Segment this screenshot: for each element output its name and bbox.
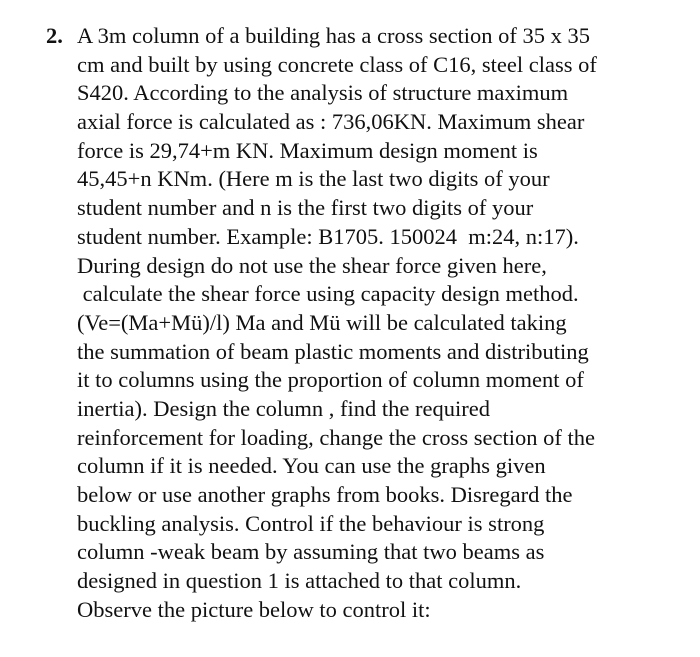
text-line: it to columns using the proportion of column moment of [77,367,584,393]
text-line: the summation of beam plastic moments and distributing [77,338,589,364]
text-line: S420. According to the analysis of structure maximum [77,80,569,106]
text-line: reinforcement for loading, change the cross section of the [77,424,595,450]
text-line: A 3m column of a building has a cross section of 35 x 35 [77,23,591,48]
text-line: calculate the shear force using capacity design method. [77,281,579,307]
text-line: column if it is needed. You can use the graphs given [77,453,546,479]
text-line: force is 29,74+m KN. Maximum design moment is [77,137,538,163]
text-line: student number. Example: B1705. 150024 m:24, n:17). [77,223,579,249]
text-line: (Ve=(Ma+Mü)/l) Ma and Mü will be calculated taking [77,309,567,335]
text-line: During design do not use the shear force given here, [77,252,547,278]
text-line: cm and built by using concrete class of C16, steel class of [77,51,597,77]
question-text [77,22,597,624]
text-line: designed in question 1 is attached to that column. [77,568,522,594]
text-line: buckling analysis. Control if the behaviour is strong [77,510,545,536]
text-line: 45,45+n KNm. (Here m is the last two digits of your [77,166,550,192]
text-line: student number and n is the first two digits of your [77,195,534,221]
text-line: Observe the picture below to control it: [77,596,431,622]
text-line: inertia). Design the column , find the required [77,395,490,421]
text-line: column -weak beam by assuming that two beams as [77,539,545,565]
text-line: axial force is calculated as : 736,06KN. Maximum shear [77,109,585,135]
text-line: below or use another graphs from books. Disregard the [77,482,573,507]
question-number: 2. [46,23,63,48]
